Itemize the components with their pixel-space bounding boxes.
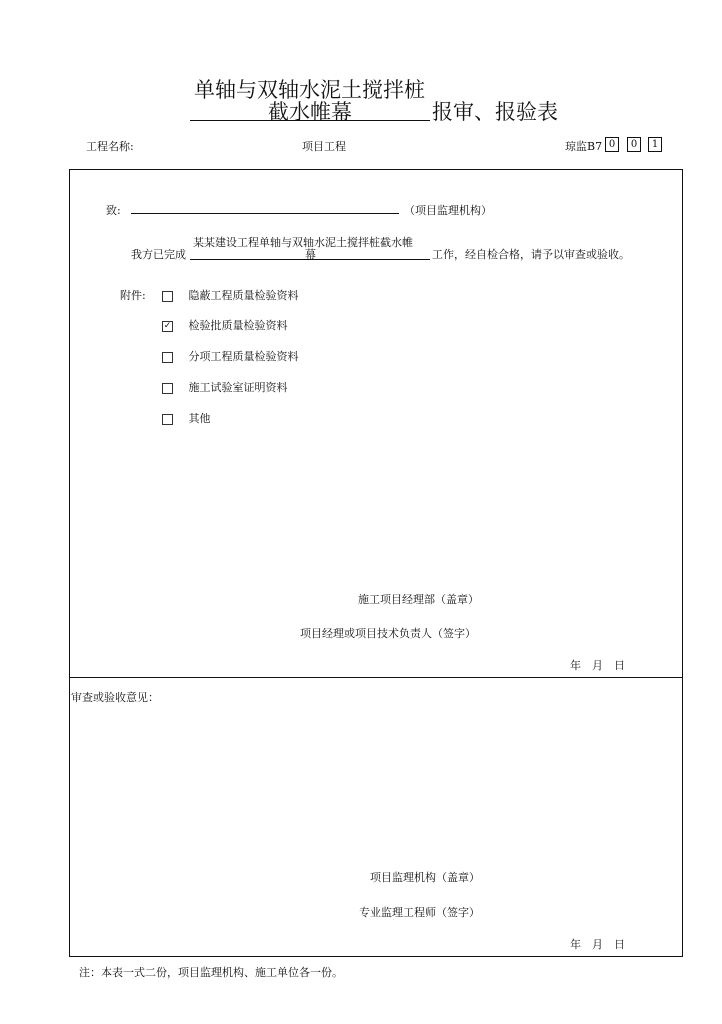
attachment-label: 隐蔽工程质量检验资料: [188, 289, 299, 302]
form-code-digit-1: 0: [605, 137, 619, 152]
completed-work-line1: 某某建设工程单轴与双轴水泥土搅拌桩截水帷: [193, 236, 413, 249]
attachments-label: 附件:: [120, 289, 146, 302]
form-code-prefix: 琼监B7: [565, 140, 603, 153]
attachment-label: 其他: [188, 412, 211, 425]
title-suffix: 报审、报验表: [432, 100, 558, 124]
to-recipient-field[interactable]: [131, 199, 399, 214]
attachment-item[interactable]: [162, 348, 299, 364]
attachment-label: 施工试验室证明资料: [188, 381, 288, 394]
attachment-label: 分项工程质量检验资料: [188, 350, 299, 363]
checkbox-icon[interactable]: [162, 414, 173, 425]
completed-prefix: 我方已完成: [131, 248, 186, 261]
checkbox-checked-icon[interactable]: ✓: [163, 320, 172, 331]
checkbox-icon[interactable]: [162, 291, 173, 302]
attachment-item[interactable]: [162, 287, 299, 303]
form-code-digit-2: 0: [627, 137, 641, 152]
review-label: 审查或验收意见：: [71, 691, 159, 704]
attachment-item[interactable]: [162, 317, 288, 333]
to-label: 致:: [106, 204, 121, 217]
title-line2: 截水帷幕: [190, 96, 430, 121]
title-line1: 单轴与双轴水泥土搅拌桩: [194, 78, 425, 102]
supervisor-org-seal: 项目监理机构（盖章）: [370, 871, 480, 884]
section-divider: [69, 677, 683, 678]
completed-suffix: 工作，经自检合格，请予以审查或验收。: [432, 248, 630, 261]
attachment-item[interactable]: [162, 410, 211, 426]
supervisor-date: 年 月 日: [570, 938, 625, 951]
footnote: 注：本表一式二份，项目监理机构、施工单位各一份。: [79, 966, 343, 979]
contractor-dept-seal: 施工项目经理部（盖章）: [358, 593, 479, 606]
attachment-item[interactable]: [162, 379, 288, 395]
contractor-date: 年 月 日: [570, 659, 625, 672]
completed-work-line2: 幕: [305, 248, 316, 261]
contractor-signer: 项目经理或项目技术负责人（签字）: [300, 627, 476, 640]
to-suffix: （项目监理机构）: [404, 204, 492, 217]
checkbox-icon[interactable]: [162, 383, 173, 394]
supervisor-signer: 专业监理工程师（签字）: [359, 906, 480, 919]
checkbox-icon[interactable]: [162, 352, 173, 363]
form-code-digit-3: 1: [648, 137, 662, 152]
project-name-value: 项目工程: [302, 140, 346, 153]
project-name-label: 工程名称:: [86, 140, 134, 153]
attachment-label: 检验批质量检验资料: [188, 319, 288, 332]
